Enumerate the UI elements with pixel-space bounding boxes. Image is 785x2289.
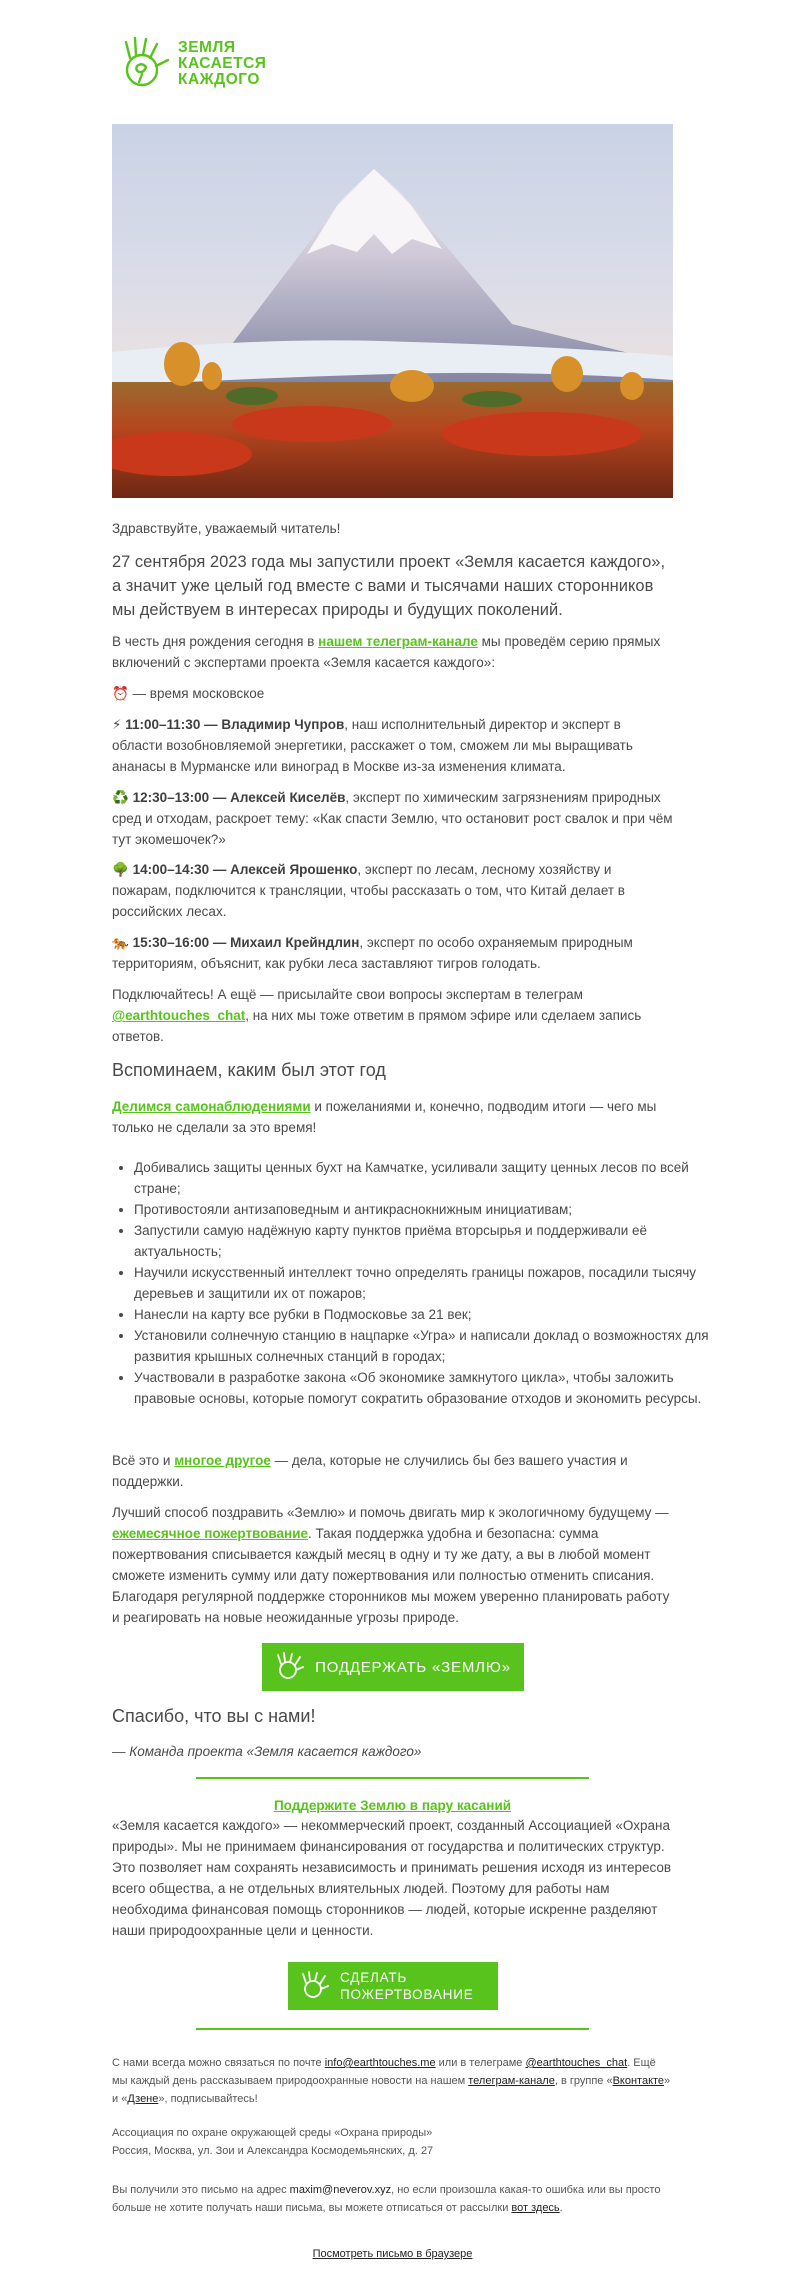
donate-button-label: СДЕЛАТЬ	[340, 1970, 408, 1985]
self-observation-link[interactable]: Делимся самонаблюдениями	[112, 1099, 311, 1114]
greeting: Здравствуйте, уважаемый читатель!	[112, 521, 341, 536]
email-link[interactable]: info@earthtouches.me	[324, 2057, 436, 2069]
list-item: • Участвовали в разработке закона «Об экономике замкнутого цикла», чтобы заложить правовые основы, которые помогут сократить образование отходов и экономить ресурсы.	[134, 1367, 714, 1409]
unsubscribe-paragraph: Вы получили это письмо на адрес maxim@neverov.xyz, но если произошла какая-то ошибка или вы просто больше не хотите получать наши письма, вы можете отписаться от рассылки вот здесь.	[112, 2184, 661, 2214]
lightning-icon: ⚡	[112, 717, 122, 732]
list-item: • Установили солнечную станцию в нацпарке «Угра» и написали доклад о возможностях для развития крышных солнечных станций в городах;	[134, 1325, 714, 1367]
logo-line: ЗЕМЛЯ	[178, 39, 236, 56]
telegram-channel-link[interactable]: нашем телеграм-канале	[318, 634, 478, 649]
session-item: ⚡ 11:00–11:30 — Владимир Чупров, наш исполнительный директор и эксперт в области возобновляемой энергетики, расскажет о том, сможем ли мы выращивать ананасы в Мурманске или виноград в Москве из-за изменения климата.	[112, 717, 633, 774]
list-item: • Нанесли на карту все рубки в Подмосковье за 21 век;	[134, 1304, 714, 1325]
promo-title	[112, 1795, 673, 1816]
telegram-channel-link[interactable]: телеграм-канале	[468, 2075, 555, 2087]
hand-icon	[300, 1971, 330, 2001]
divider	[196, 2028, 589, 2030]
view-in-browser-link[interactable]: Посмотреть письмо в браузере	[312, 2248, 473, 2260]
logo[interactable]	[120, 36, 266, 92]
recall-heading: Вспоминаем, каким был этот год	[112, 1060, 386, 1080]
recall-intro: Делимся самонаблюдениями и пожеланиями и, конечно, подводим итоги — чего мы только не сделали за это время!	[112, 1099, 657, 1135]
telegram-chat-link[interactable]: @earthtouches_chat	[112, 1008, 246, 1023]
divider	[196, 1777, 589, 1779]
donate-button-label: ПОЖЕРТВОВАНИЕ	[340, 1987, 474, 2002]
session-item: 🐅 15:30–16:00 — Михаил Крейндлин, эксперт по особо охраняемым природным территориям, объяснит, как рубки леса заставляют тигров голодать.	[112, 935, 633, 971]
hand-icon	[275, 1652, 305, 1682]
session-item: ♻️ 12:30–13:00 — Алексей Киселёв, эксперт по химическим загрязнениям природных сред и отходам, раскроет тему: «Как спасти Землю, что остановит рост свалок и при чём тут экомешочек?»	[112, 790, 673, 847]
achievements-list	[112, 1157, 714, 1409]
tiger-icon: 🐅	[112, 935, 129, 950]
tree-icon: 🌳	[112, 862, 129, 877]
contacts-paragraph: С нами всегда можно связаться по почте info@earthtouches.me или в телеграме @earthtouches_chat. Ещё мы каждый день рассказываем природоохранные новости на нашем телеграм-канале, в группе «Вконтакте» и «Дзене», подписывайтесь!	[112, 2057, 671, 2105]
donation-paragraph: Лучший способ поздравить «Землю» и помочь двигать мир к экологичному будущему — ежемесячное пожертвование. Такая поддержка удобна и безопасна: сумма пожертвования списывается каждый месяц в одну и ту же дату, а вы в любой момент сможете изменить сумму или дату пожертвования или полностью отменить списания. Благодаря регулярной поддержке сторонников мы можем уверенно планировать работу и реагировать на новые неожиданные угрозы природе.	[112, 1505, 670, 1625]
list-item: • Научили искусственный интеллект точно определять границы пожаров, посадили тысячу деревьев и защитили их от пожаров;	[134, 1262, 714, 1304]
signature: — Команда проекта «Земля касается каждого»	[112, 1744, 422, 1759]
thanks-heading: Спасибо, что вы с нами!	[112, 1706, 316, 1726]
support-button-label: ПОДДЕРЖАТЬ «ЗЕМЛЮ»	[315, 1658, 511, 1676]
support-button[interactable]	[262, 1643, 524, 1691]
intro-paragraph: 27 сентября 2023 года мы запустили проект «Земля касается каждого», а значит уже целый год вместе с вами и тысячами наших сторонников мы действуем в интересах природы и будущих поколений.	[112, 553, 666, 619]
more-paragraph: Всё это и многое другое — дела, которые не случились бы без вашего участия и поддержки.	[112, 1453, 628, 1489]
list-item: • Противостояли антизаповедным и антикраснокнижным инициативам;	[134, 1199, 714, 1220]
logo-line: КАЖДОГО	[178, 71, 260, 88]
series-paragraph: В честь дня рождения сегодня в нашем телеграм-канале мы проведём серию прямых включений с экспертами проекта «Земля касается каждого»:	[112, 634, 661, 670]
list-item: • Запустили самую надёжную карту пунктов приёма вторсырья и поддерживали её актуальность;	[134, 1220, 714, 1262]
telegram-chat-link[interactable]: @earthtouches_chat	[525, 2057, 628, 2069]
session-item: 🌳 14:00–14:30 — Алексей Ярошенко, эксперт по лесам, лесному хозяйству и пожарам, подключится к трансляции, чтобы рассказать о том, что Китай делает в российских лесах.	[112, 862, 625, 919]
list-item: • Добивались защиты ценных бухт на Камчатке, усиливали защиту ценных лесов по всей стране;	[134, 1157, 714, 1199]
unsubscribe-link[interactable]: вот здесь	[511, 2202, 560, 2214]
vk-link[interactable]: Вконтакте	[612, 2075, 665, 2087]
timezone-note: ⏰ — время московское	[112, 686, 265, 701]
browser-view	[112, 2245, 673, 2263]
hand-globe-icon	[120, 36, 172, 92]
org-address: Ассоциация по охране окружающей среды «Охрана природы» Россия, Москва, ул. Зои и Александра Космодемьянских, д. 27	[112, 2127, 434, 2157]
promo-text: «Земля касается каждого» — некоммерческий проект, созданный Ассоциацией «Охрана природы». Мы не принимаем финансирования от государства и политических структур. Это позволяет нам сохранять независимость и принимать решения исходя из интересов всего общества, а не отдельных влиятельных людей. Поэтому для работы нам необходима финансовая помощь сторонников — людей, которые искренне разделяют наши природоохранные цели и ценности.	[112, 1818, 672, 1938]
logo-wordmark	[178, 40, 266, 88]
questions-paragraph: Подключайтесь! А ещё — присылайте свои вопросы экспертам в телеграм @earthtouches_chat, на них мы тоже ответим в прямом эфире или сделаем запись ответов.	[112, 987, 642, 1044]
more-link[interactable]: многое другое	[174, 1453, 271, 1468]
logo-line: КАСАЕТСЯ	[178, 55, 267, 72]
donate-button[interactable]	[288, 1962, 498, 2010]
dzen-link[interactable]: Дзене	[127, 2093, 159, 2105]
recycle-icon: ♻️	[112, 790, 129, 805]
promo-title-link[interactable]: Поддержите Землю в пару касаний	[273, 1798, 512, 1813]
monthly-donation-link[interactable]: ежемесячное пожертвование	[112, 1526, 309, 1541]
recipient-email: maxim@neverov.xyz	[289, 2184, 392, 2196]
hero-image-volcano	[112, 124, 673, 498]
